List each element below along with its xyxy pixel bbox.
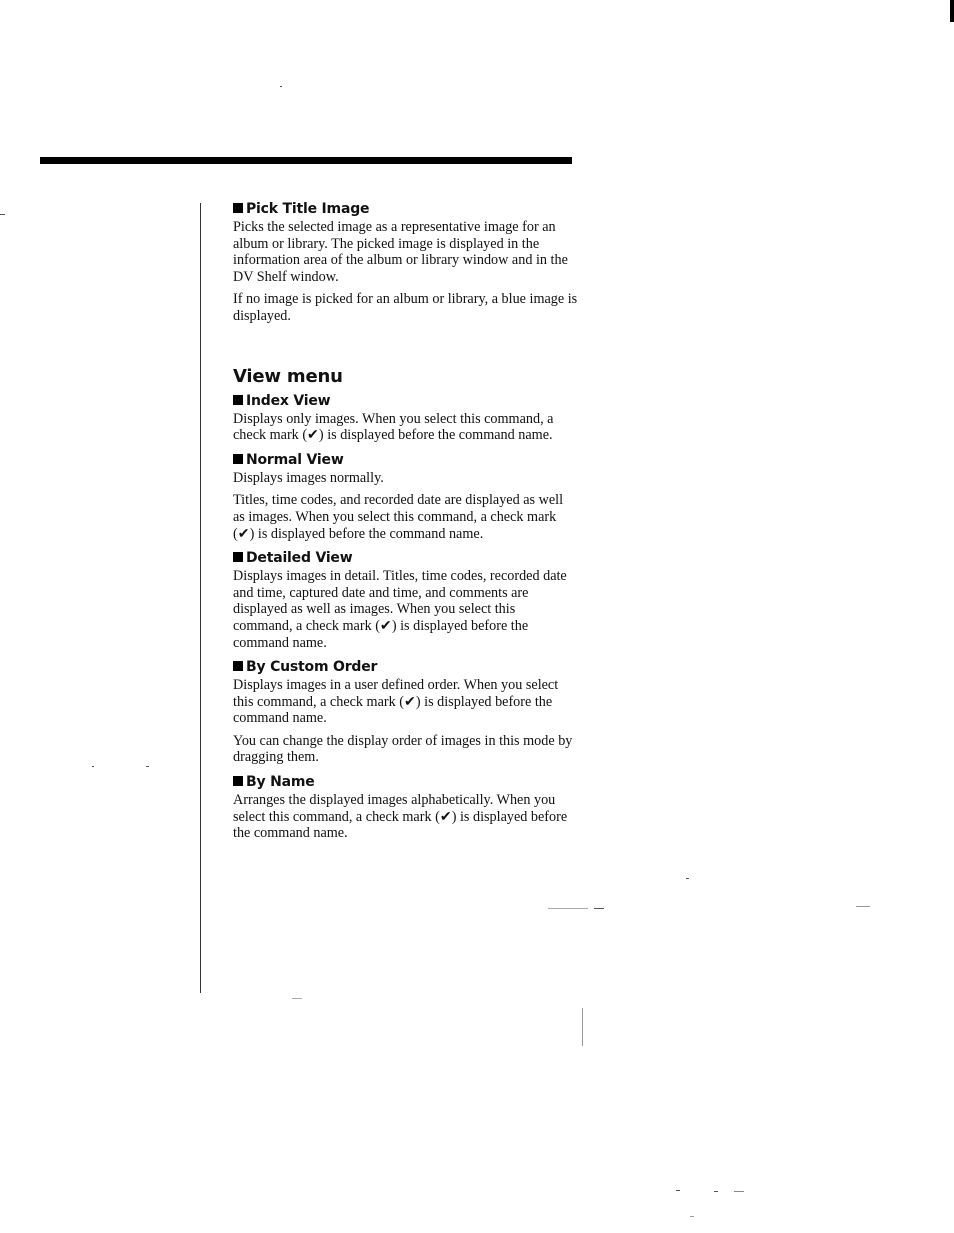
scan-speck xyxy=(686,878,689,879)
scan-speck xyxy=(734,1191,744,1192)
margin-rule xyxy=(200,203,201,993)
paragraph: If no image is picked for an album or library, a blue image is displayed. xyxy=(233,291,578,324)
normal-view-section xyxy=(233,450,578,542)
bullet-square-icon xyxy=(233,552,243,562)
bullet-square-icon xyxy=(233,203,243,213)
subheading: Detailed View xyxy=(233,548,578,568)
paragraph: Titles, time codes, and recorded date are displayed as well as images. When you select this command, a check mark (✔) is displayed before the command name. xyxy=(233,492,564,542)
by-custom-order-section xyxy=(233,657,578,766)
scan-speck xyxy=(280,86,282,87)
bullet-square-icon xyxy=(233,661,243,671)
index-view-section xyxy=(233,391,578,444)
bullet-square-icon xyxy=(233,395,243,405)
paragraph: Displays images in a user defined order. When you select this command, a check mark (✔) is displayed before the command name. xyxy=(233,677,559,727)
paragraph: Displays images in detail. Titles, time codes, recorded date and time, captured date and time, and comments are displayed as well as images. When you select this command, a check mark (✔) is displayed before the command name. xyxy=(233,568,567,651)
paragraph: You can change the display order of images in this mode by dragging them. xyxy=(233,732,573,766)
section-title: View menu xyxy=(233,365,343,387)
bullet-square-icon xyxy=(233,776,243,786)
pick-title-image-section xyxy=(233,199,578,325)
paragraph: Displays images normally. xyxy=(233,469,384,486)
subheading: Pick Title Image xyxy=(233,199,578,219)
scan-speck xyxy=(690,1216,694,1217)
detailed-view-section xyxy=(233,548,578,651)
subheading: By Name xyxy=(233,772,578,792)
by-name-section xyxy=(233,772,578,842)
subheading: Index View xyxy=(233,391,578,411)
scan-speck xyxy=(856,906,870,907)
subheading: By Custom Order xyxy=(233,657,578,677)
paragraph: Picks the selected image as a representative image for an album or library. The picked image is displayed in the information area of the album or library window and in the DV Shelf window. xyxy=(233,219,568,285)
header-rule xyxy=(40,157,572,164)
page-edge-mark xyxy=(950,0,954,22)
paragraph: Arranges the displayed images alphabetically. When you select this command, a check mark (✔) is displayed before the command name. xyxy=(233,792,568,842)
scan-speck xyxy=(92,766,94,767)
scan-speck xyxy=(146,766,149,767)
page-content xyxy=(233,199,578,848)
scan-speck xyxy=(0,214,5,215)
subheading: Normal View xyxy=(233,450,578,470)
scan-speck xyxy=(676,1190,680,1191)
scan-speck xyxy=(582,1008,583,1046)
scan-speck xyxy=(292,998,302,999)
scan-speck xyxy=(714,1191,718,1192)
scan-speck xyxy=(594,908,604,909)
bullet-square-icon xyxy=(233,454,243,464)
paragraph: Displays only images. When you select this command, a check mark (✔) is displayed before the command name. xyxy=(233,410,554,444)
scan-speck xyxy=(548,908,588,909)
